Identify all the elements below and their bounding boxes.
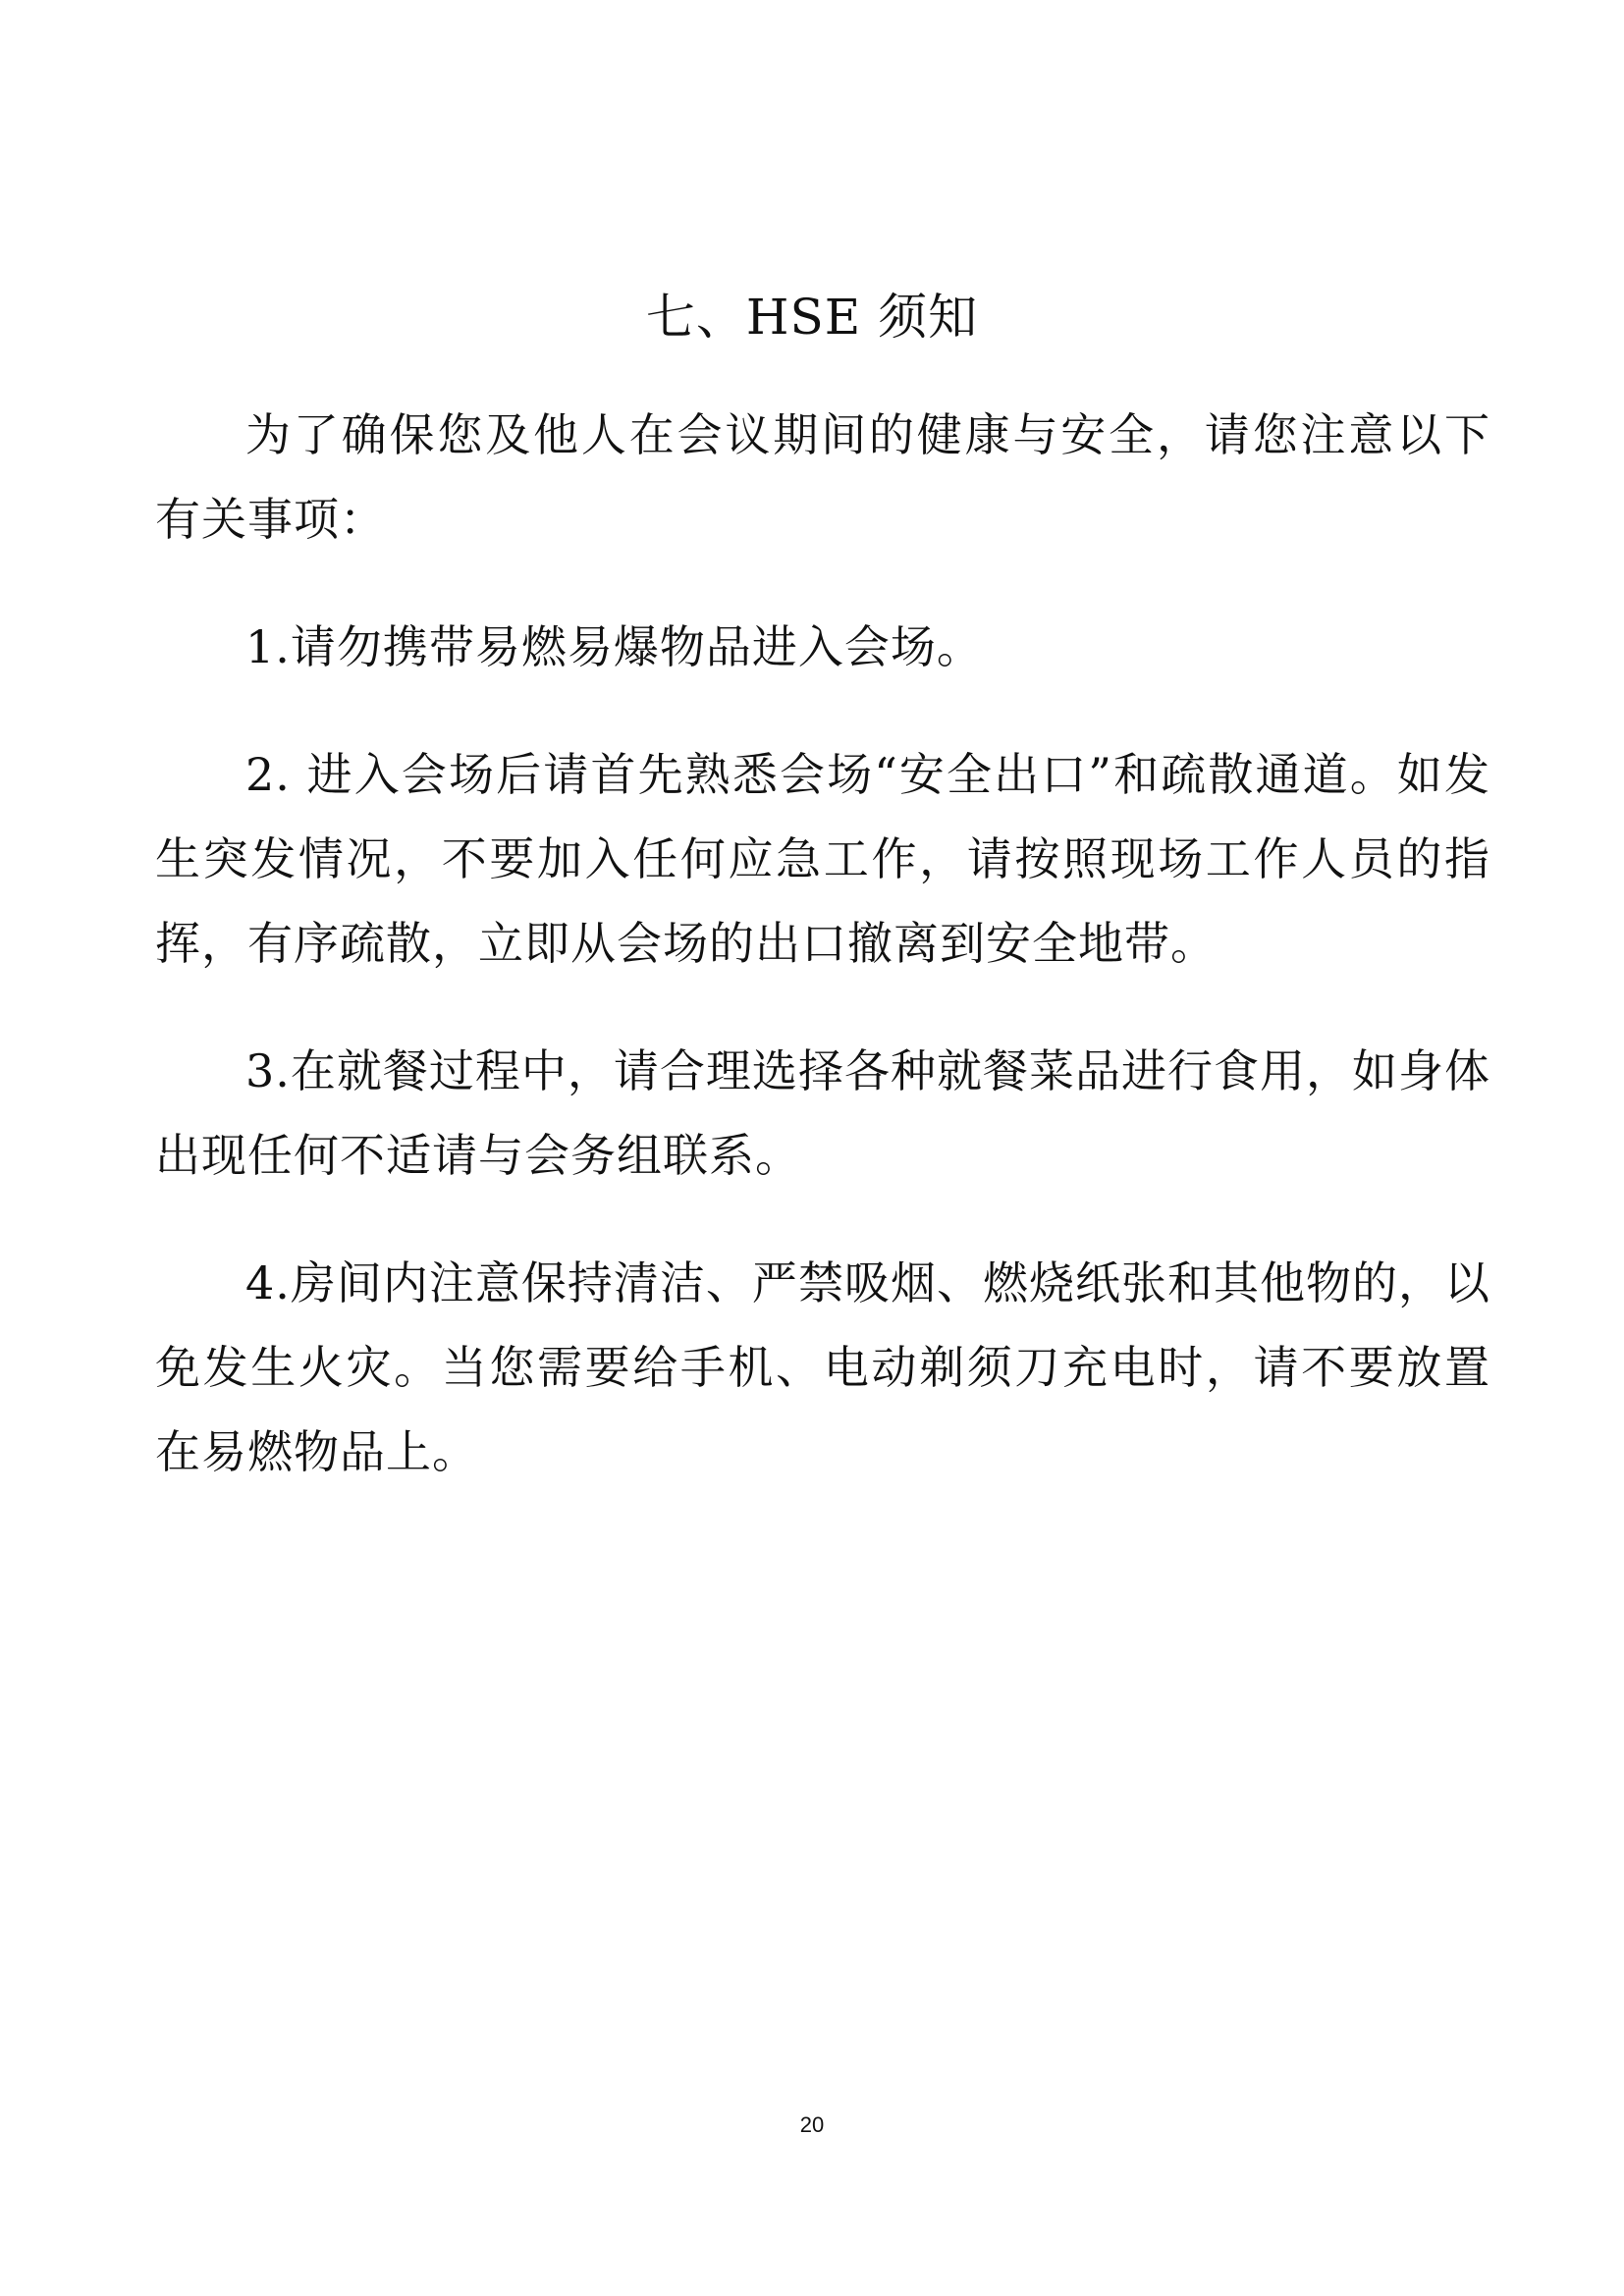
page-number: 20: [799, 2112, 825, 2137]
item-4-paragraph: 4.房间内注意保持清洁、严禁吸烟、燃烧纸张和其他物的，以免发生火灾。当您需要给手机、电动剃须刀充电时，请不要放置在易燃物品上。: [155, 1256, 1490, 1478]
section-title: 七、HSE 须知: [645, 289, 979, 346]
document-body: [155, 393, 1490, 1537]
item-3-paragraph: 3.在就餐过程中，请合理选择各种就餐菜品进行食用，如身体出现任何不适请与会务组联系。: [155, 1044, 1490, 1182]
intro-paragraph: 为了确保您及他人在会议期间的健康与安全，请您注意以下有关事项：: [155, 408, 1490, 546]
item-1-paragraph: 1.请勿携带易燃易爆物品进入会场。: [245, 620, 983, 673]
item-2-paragraph: 2. 进入会场后请首先熟悉会场“安全出口”和疏散通道。如发生突发情况，不要加入任何应急工作，请按照现场工作人员的指挥，有序疏散，立即从会场的出口撤离到安全地带。: [155, 748, 1490, 970]
